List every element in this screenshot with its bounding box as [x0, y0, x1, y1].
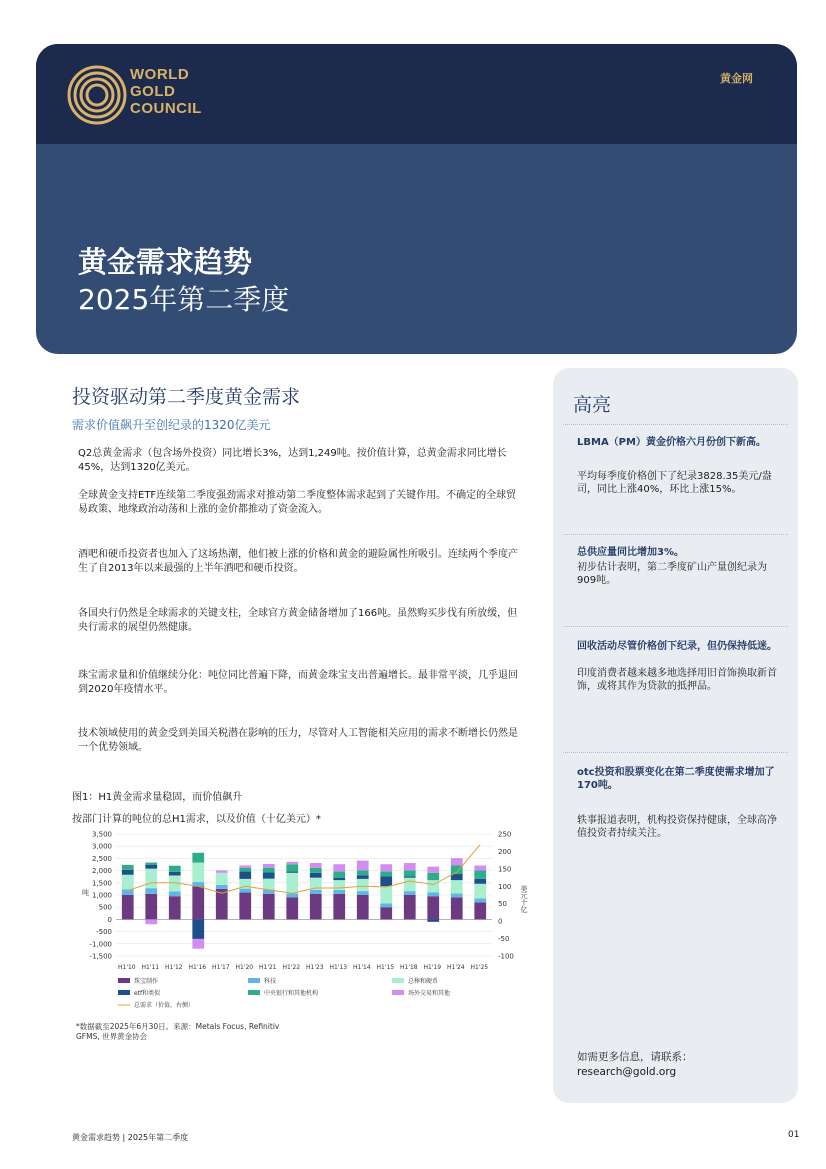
demand-chart — [72, 826, 532, 1021]
x-tick-label: H1'17 — [212, 964, 230, 971]
footer-title: 黄金需求趋势 | 2025年第二季度 — [72, 1133, 189, 1142]
highlight-title: LBMA（PM）黄金价格六月份创下新高。 — [577, 437, 766, 448]
chart-bar — [357, 895, 369, 919]
contact-info: 如需更多信息，请联系：research@gold.org — [577, 1051, 693, 1078]
section-subtitle: 需求价值飙升至创纪录的1320亿美元 — [72, 418, 271, 432]
x-tick-label: H1'14 — [353, 964, 371, 971]
chart-bar — [357, 891, 369, 895]
chart-bar — [145, 894, 157, 920]
chart-bar — [192, 919, 204, 939]
chart-bar — [380, 864, 392, 871]
highlight-body: 初步估计表明，第二季度矿山产量创纪录为909吨。 — [577, 562, 767, 586]
y-tick-label: 500 — [98, 903, 112, 912]
y-tick-label: 0 — [107, 915, 112, 924]
chart-bar — [451, 880, 463, 893]
x-tick-label: H1'18 — [400, 964, 418, 971]
paragraph: 技术领域使用的黄金受到美国关税潜在影响的压力，尽管对人工智能相关应用的需求不断增长仍然是一个优势领域。 — [78, 728, 518, 753]
chart-bar — [263, 879, 275, 890]
chart-bar — [192, 939, 204, 949]
y-tick-label: 1,000 — [91, 891, 112, 900]
legend-swatch — [392, 978, 404, 983]
y-tick-label: -500 — [96, 928, 112, 937]
y2-tick-label: 150 — [498, 865, 512, 874]
page-number: 01 — [788, 1130, 800, 1140]
x-tick-label: H1'10 — [118, 964, 136, 971]
y-tick-label: 2,000 — [91, 867, 112, 876]
chart-bar — [380, 886, 392, 903]
chart-bar — [380, 872, 392, 877]
section-title: 投资驱动第二季度黄金需求 — [72, 386, 301, 408]
chart-bar — [286, 872, 298, 873]
report-title: 黄金需求趋势 — [78, 245, 253, 279]
legend-swatch — [392, 990, 404, 995]
chart-bar — [474, 879, 486, 884]
paragraph: 珠宝需求量和价值继续分化：吨位同比普遍下降，而黄金珠宝支出普遍增长。最非常平淡，几乎退回到2020年疫情水平。 — [78, 670, 518, 695]
chart-bar — [357, 870, 369, 875]
figure-title: 图1：H1黄金需求量稳固，而价值飙升 — [72, 792, 243, 803]
chart-bar — [474, 865, 486, 870]
chart-bar — [216, 870, 228, 872]
highlight-title: 总供应量同比增加3%。 — [577, 547, 684, 558]
legend-swatch — [118, 978, 130, 983]
chart-bar — [310, 868, 322, 873]
y2-tick-label: -50 — [498, 935, 510, 944]
x-tick-label: H1'12 — [165, 964, 183, 971]
chart-bar — [122, 870, 134, 875]
y2-axis-label: 美元十亿 — [520, 885, 528, 913]
chart-bar — [310, 863, 322, 868]
chart-bar — [333, 894, 345, 920]
legend-label: 科技 — [264, 978, 277, 985]
chart-bar — [145, 865, 157, 869]
chart-bar — [474, 870, 486, 879]
chart-bar — [427, 867, 439, 873]
legend-label: 珠宝制作 — [134, 978, 159, 985]
chart-bar — [216, 885, 228, 889]
chart-bar — [427, 896, 439, 919]
legend-label: 总棒和硬币 — [408, 978, 439, 985]
logo-line: COUNCIL — [130, 100, 202, 117]
x-tick-label: H1'20 — [235, 964, 254, 971]
chart-bar — [427, 919, 439, 921]
x-tick-label: H1'21 — [259, 964, 277, 971]
chart-bar — [380, 876, 392, 886]
chart-bar — [474, 898, 486, 902]
chart-bar — [122, 895, 134, 919]
chart-bar — [357, 861, 369, 871]
chart-bar — [216, 873, 228, 885]
chart-bar — [192, 886, 204, 919]
chart-bar — [404, 870, 416, 876]
y-tick-label: -1,000 — [89, 940, 112, 949]
chart-bar — [404, 863, 416, 870]
figure-footnote: *数据截至2025年6月30日。来源：Metals Focus, Refinitiv GFMS, 世界黄金协会 — [76, 1022, 280, 1041]
sidebar-title: 高亮 — [573, 394, 612, 416]
chart-bar — [404, 895, 416, 919]
y2-tick-label: 0 — [498, 917, 503, 926]
chart-bar — [145, 869, 157, 889]
chart-bar — [357, 875, 369, 879]
highlight-title: 回收活动尽管价格创下纪录，但仍保持低迷。 — [577, 641, 777, 652]
chart-bar — [333, 864, 345, 871]
chart-bar — [310, 873, 322, 878]
x-tick-label: H1'25 — [470, 964, 489, 971]
legend-swatch — [118, 990, 130, 995]
chart-bar — [122, 865, 134, 870]
legend-swatch — [248, 978, 260, 983]
chart-bar — [286, 864, 298, 871]
y-tick-label: -1,500 — [89, 952, 112, 961]
chart-bar — [239, 868, 251, 872]
chart-bar — [286, 862, 298, 864]
chart-bar — [310, 890, 322, 894]
x-tick-label: H1'16 — [188, 964, 207, 971]
x-tick-label: H1'15 — [376, 964, 395, 971]
divider — [563, 752, 788, 753]
legend-label: 场外交易和其他 — [408, 990, 451, 997]
paragraph: 酒吧和硬币投资者也加入了这场热潮，他们被上涨的价格和黄金的避险属性所吸引。连续两个季度产生了自2013年以来最强的上半年酒吧和硬币投资。 — [78, 549, 518, 574]
chart-bar — [169, 872, 181, 876]
legend-swatch — [248, 990, 260, 995]
chart-bar — [380, 907, 392, 919]
header-bar — [36, 44, 797, 144]
x-tick-label: H1'24 — [447, 964, 465, 971]
wgc-logo-icon — [66, 64, 128, 126]
chart-bar — [451, 858, 463, 865]
chart-bar — [380, 903, 392, 907]
logo-text — [130, 66, 202, 117]
hero-banner — [36, 44, 797, 354]
x-tick-label: H1'13 — [329, 964, 348, 971]
chart-bar — [239, 865, 251, 867]
chart-bar — [169, 896, 181, 919]
divider — [563, 424, 788, 425]
chart-bar — [333, 872, 345, 878]
chart-bar — [404, 876, 416, 877]
y-tick-label: 3,000 — [91, 842, 112, 851]
chart-bar — [145, 919, 157, 924]
x-tick-label: H1'11 — [141, 964, 160, 971]
divider — [563, 626, 788, 627]
paragraph: 全球黄金支持ETF连续第二季度强劲需求对推动第二季度整体需求起到了关键作用。不确定的全球贸易政策、地缘政治动荡和上涨的金价都推动了资金流入。 — [78, 490, 517, 515]
chart-bar — [263, 894, 275, 920]
chart-bar — [145, 888, 157, 894]
chart-bar — [145, 863, 157, 865]
chart-bar — [333, 890, 345, 894]
y2-tick-label: 200 — [498, 847, 512, 856]
chart-bar — [404, 878, 416, 891]
highlight-body: 平均每季度价格创下了纪录3828.35美元/盎司，同比上涨40%，环比上涨15%。 — [577, 471, 772, 495]
chart-bar — [286, 894, 298, 898]
chart-bar — [122, 875, 134, 890]
chart-bar — [239, 872, 251, 879]
paragraph: Q2总黄金需求（包含场外投资）同比增长3%，达到1,249吨。按价值计算，总黄金需求同比增长45%，达到1320亿美元。 — [78, 448, 507, 473]
y-axis-label: 吨 — [82, 889, 89, 897]
chart-bar — [427, 892, 439, 896]
logo-line: WORLD — [130, 66, 190, 83]
y-tick-label: 2,500 — [91, 854, 112, 863]
y2-tick-label: 50 — [498, 900, 507, 909]
y2-tick-label: -100 — [498, 952, 514, 961]
x-tick-label: H1'23 — [306, 964, 324, 971]
chart-bar — [310, 894, 322, 920]
chart-bar — [404, 891, 416, 895]
y-tick-label: 3,500 — [91, 830, 112, 839]
logo-line: GOLD — [130, 83, 176, 100]
x-tick-label: H1'19 — [423, 964, 442, 971]
chart-bar — [333, 878, 345, 880]
chart-bar — [192, 853, 204, 863]
legend-label: 中央银行和其他机构 — [264, 990, 319, 997]
divider — [563, 534, 788, 535]
chart-bar — [451, 894, 463, 898]
figure-subtitle: 按部门计算的吨位的总H1需求，以及价值（十亿美元）* — [72, 814, 321, 825]
highlight-body: 轶事报道表明，机构投资保持健康，全球高净值投资者持续关注。 — [577, 815, 777, 839]
legend-label: 总需求（价值，右侧） — [134, 1002, 195, 1009]
report-subtitle: 2025年第二季度 — [78, 283, 290, 316]
highlight-body: 印度消费者越来越多地选择用旧首饰换取新首饰，或将其作为贷款的抵押品。 — [577, 668, 777, 692]
chart-bar — [474, 902, 486, 919]
chart-bar — [169, 866, 181, 872]
chart-bar — [263, 873, 275, 879]
chart-bar — [169, 891, 181, 896]
x-tick-label: H1'22 — [282, 964, 301, 971]
chart-bar — [263, 864, 275, 868]
highlight-title: otc投资和股票变化在第二季度使需求增加了170吨。 — [577, 767, 775, 791]
chart-bar — [474, 884, 486, 899]
chart-bar — [427, 873, 439, 880]
chart-bar — [357, 879, 369, 891]
chart-bar — [286, 873, 298, 894]
site-tag[interactable]: 黄金网 — [720, 72, 753, 85]
chart-bar — [239, 893, 251, 920]
chart-bar — [451, 897, 463, 919]
chart-bar — [263, 868, 275, 873]
chart-bar — [239, 889, 251, 893]
chart-bar — [286, 897, 298, 919]
y2-tick-label: 100 — [498, 882, 512, 891]
legend-label: etf和类似 — [134, 990, 161, 997]
paragraph: 各国央行仍然是全球需求的关键支柱，全球官方黄金储备增加了166吨。虽然购买步伐有所放缓，但央行需求的展望仍然健康。 — [78, 608, 518, 633]
highlights-sidebar — [553, 368, 798, 1103]
y2-tick-label: 250 — [498, 830, 512, 839]
chart-bar — [192, 863, 204, 883]
y-tick-label: 1,500 — [91, 879, 112, 888]
